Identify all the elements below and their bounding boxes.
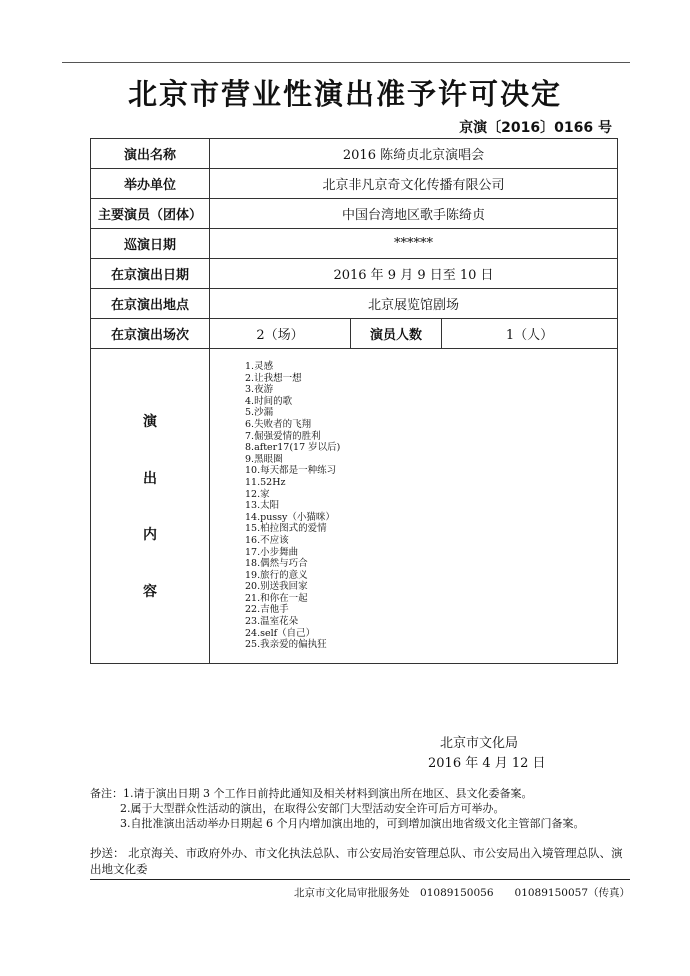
issuer: 北京市文化局 xyxy=(440,736,519,751)
song-item: 21.和你在一起 xyxy=(245,592,308,604)
label: 在京演出日期 xyxy=(91,259,210,289)
song-item: 2.让我想一想 xyxy=(245,372,302,384)
song-item: 17.小步舞曲 xyxy=(245,546,299,558)
venue: 北京展览馆剧场 xyxy=(210,289,618,319)
note: 1.请于演出日期 3 个工作日前持此通知及相关材料到演出所在地区、县文化委备案。 xyxy=(123,787,533,800)
top-rule xyxy=(62,62,630,63)
program-content xyxy=(210,349,618,664)
song-item: 5.沙漏 xyxy=(245,407,274,419)
organizer: 北京非凡京奇文化传播有限公司 xyxy=(210,169,618,199)
cc-label: 抄送： xyxy=(90,846,125,860)
song-item: 9.黑眼圈 xyxy=(245,453,283,465)
song-item: 12.家 xyxy=(245,488,270,500)
document-number: 京演〔2016〕0166 号 xyxy=(459,120,612,136)
song-item: 16.不应该 xyxy=(245,534,289,546)
song-item: 1.灵感 xyxy=(245,361,274,372)
show-count: 2（场） xyxy=(210,319,351,349)
label: 演出名称 xyxy=(91,139,210,169)
label-char: 内 xyxy=(143,527,157,544)
cast-count: 1（人） xyxy=(442,319,618,349)
song-item: 6.失败者的飞翔 xyxy=(245,418,312,430)
footer-contact: 北京市文化局审批服务处 01089150056 01089150057（传真） xyxy=(294,887,630,899)
song-item: 23.温室花朵 xyxy=(245,616,299,628)
song-item: 11.52Hz xyxy=(245,476,286,488)
label: 主要演员（团体） xyxy=(91,199,210,229)
song-item: 25.我亲爱的偏执狂 xyxy=(245,639,327,651)
show-name: 2016 陈绮贞北京演唱会 xyxy=(210,139,618,169)
notes-label: 备注： xyxy=(90,787,123,800)
cc-line xyxy=(90,845,630,880)
label: 举办单位 xyxy=(91,169,210,199)
performer: 中国台湾地区歌手陈绮贞 xyxy=(210,199,618,229)
label: 巡演日期 xyxy=(91,229,210,259)
song-item: 18.偶然与巧合 xyxy=(245,558,308,570)
song-item: 3.夜游 xyxy=(245,384,274,396)
song-item: 7.倔强爱情的胜利 xyxy=(245,430,321,442)
song-item: 22.吉他手 xyxy=(245,604,289,616)
song-item: 13.太阳 xyxy=(245,500,280,512)
label-char: 出 xyxy=(143,470,157,487)
song-item: 10.每天都是一种练习 xyxy=(245,465,337,477)
issue-date: 2016 年 4 月 12 日 xyxy=(428,756,546,771)
label: 在京演出地点 xyxy=(91,289,210,319)
note: 3.自批准演出活动举办日期起 6 个月内增加演出地的，可到增加演出地省级文化主管部门备案。 xyxy=(120,817,585,830)
label: 演员人数 xyxy=(351,319,442,349)
song-item: 20.别送我回家 xyxy=(245,581,308,593)
label-char: 演 xyxy=(143,414,157,430)
song-list xyxy=(210,349,617,651)
cc-recipients: 北京海关、市政府外办、市文化执法总队、市公安局治安管理总队、市公安局出入境管理总队、演出地文化委 xyxy=(90,846,623,876)
song-item: 24.self（自己） xyxy=(245,627,316,639)
notes xyxy=(90,786,630,831)
note: 2.属于大型群众性活动的演出，在取得公安部门大型活动安全许可后方可举办。 xyxy=(120,802,505,815)
song-item: 19.旅行的意义 xyxy=(245,569,308,581)
label: 在京演出场次 xyxy=(91,319,210,349)
document-title: 北京市营业性演出准予许可决定 xyxy=(127,77,562,111)
content-label-cell xyxy=(91,349,210,664)
tour-dates: ****** xyxy=(210,229,618,259)
song-item: 8.after17(17 岁以后) xyxy=(245,442,341,454)
bottom-section xyxy=(90,786,630,900)
song-item: 14.pussy（小猫咪） xyxy=(245,511,335,523)
permit-table xyxy=(90,138,618,664)
song-item: 15.柏拉图式的爱情 xyxy=(245,523,327,535)
beijing-dates: 2016 年 9 月 9 日至 10 日 xyxy=(210,259,618,289)
label-char: 容 xyxy=(143,583,157,600)
song-item: 4.时间的歌 xyxy=(245,395,293,407)
